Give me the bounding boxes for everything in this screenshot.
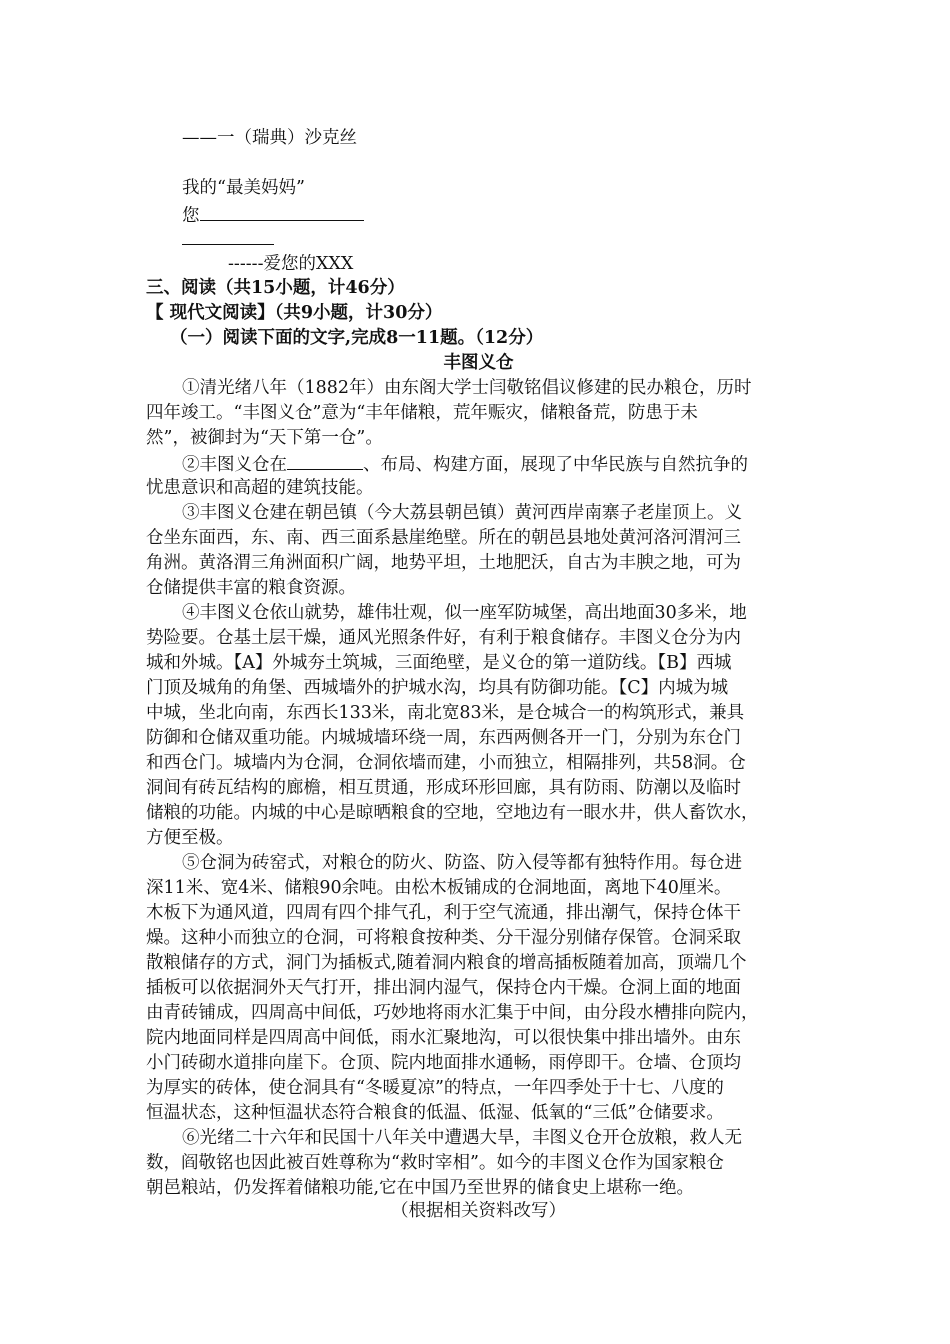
paragraph-line: 深11米、宽4米、储粮90余吨。由松木板铺成的仓洞地面，离地下40厘米。 <box>146 878 732 898</box>
article-title: 丰图义仓 <box>443 353 514 373</box>
paragraph-line: 和西仓门。城墙内为仓洞，仓洞依墙而建，小而独立，相隔排列，共58洞。仓 <box>146 753 746 773</box>
paragraph-line: 中城，坐北向南，东西长133米，南北宽83米，是仓城合一的构筑形式，兼具 <box>146 703 745 723</box>
paragraph-line: 燥。这种小而独立的仓洞，可将粮食按种类、分干湿分别储存保管。仓洞采取 <box>146 928 741 948</box>
paragraph-line: 院内地面同样是四周高中间低，雨水汇聚地沟，可以很快集中排出墙外。由东 <box>146 1028 741 1048</box>
paragraph-text: ②丰图义仓在 <box>182 455 287 475</box>
paragraph-line <box>182 451 847 478</box>
paragraph-line: 数，阎敬铭也因此被百姓尊称为“救时宰相”。如今的丰图义仓作为国家粮仓 <box>146 1153 724 1173</box>
fill-blank <box>200 202 364 221</box>
paragraph-line: ⑤仓洞为砖窑式，对粮仓的防火、防盗、防入侵等都有独特作用。每仓进 <box>182 853 742 873</box>
letter-blank-line <box>182 226 847 253</box>
paragraph-line: 门顶及城角的角堡、西城墙外的护城水沟，均具有防御功能。【C】内城为城 <box>146 678 729 698</box>
letter-line <box>182 202 847 229</box>
paragraph-line: ⑥光绪二十六年和民国十八年关中遭遇大旱，丰图义仓开仓放粮，救人无 <box>182 1128 742 1148</box>
letter-line-text: 您 <box>182 206 200 226</box>
paragraph-line: 角洲。黄洛渭三角洲面积广阔，地势平坦，土地肥沃，自古为丰腴之地，可为 <box>146 553 741 573</box>
instruction: （一）阅读下面的文字,完成8一11题。（12分） <box>170 328 544 348</box>
paragraph-line: 木板下为通风道，四周有四个排气孔，利于空气流通，排出潮气，保持仓体干 <box>146 903 741 923</box>
paragraph-line: 方便至极。 <box>146 828 234 848</box>
quote-author: ——一（瑞典）沙克丝 <box>182 128 357 148</box>
paragraph-line: 势险要。仓基土层干燥，通风光照条件好，有利于粮食储存。丰图义仓分为内 <box>146 628 741 648</box>
paragraph-line: 仓坐东面西，东、南、西三面系悬崖绝壁。所在的朝邑县地处黄河洛河渭河三 <box>146 528 741 548</box>
paragraph-line: 四年竣工。“丰图义仓”意为“丰年储粮，荒年赈灾，储粮备荒，防患于未 <box>146 403 698 423</box>
paragraph-line: ④丰图义仓依山就势，雄伟壮观，似一座军防城堡，高出地面30多米，地 <box>182 603 747 623</box>
fill-blank <box>182 226 274 245</box>
paragraph-line: 插板可以依据洞外天气打开，排出洞内湿气，保持仓内干燥。仓洞上面的地面 <box>146 978 741 998</box>
paragraph-line: 然”，被御封为“天下第一仓”。 <box>146 428 383 448</box>
source-note: （根据相关资料改写） <box>391 1201 566 1221</box>
letter-title: 我的“最美妈妈” <box>182 178 305 198</box>
paragraph-line: 仓储提供丰富的粮食资源。 <box>146 578 356 598</box>
paragraph-line: 忧患意识和高超的建筑技能。 <box>146 478 374 498</box>
letter-signature: ------爱您的XXX <box>228 254 354 274</box>
paragraph-line: ③丰图义仓建在朝邑镇（今大荔县朝邑镇）黄河西岸南寨子老崖顶上。义 <box>182 503 742 523</box>
paragraph-line: 洞间有砖瓦结构的廊檐，相互贯通，形成环形回廊，具有防雨、防潮以及临时 <box>146 778 741 798</box>
paragraph-line: 恒温状态，这种恒温状态符合粮食的低温、低湿、低氧的“三低”仓储要求。 <box>146 1103 724 1123</box>
paragraph-line: 小门砖砌水道排向崖下。仓顶、院内地面排水通畅，雨停即干。仓墙、仓顶均 <box>146 1053 741 1073</box>
paragraph-line: 城和外城。【A】外城夯土筑城，三面绝壁，是义仓的第一道防线。【B】西城 <box>146 653 732 673</box>
section-heading: 三、阅读（共15小题，计46分） <box>146 278 405 298</box>
paragraph-line: ①清光绪八年（1882年）由东阁大学士闫敬铭倡议修建的民办粮仓，历时 <box>182 378 752 398</box>
paragraph-line: 为厚实的砖体，使仓洞具有“冬暖夏凉”的特点，一年四季处于十七、八度的 <box>146 1078 724 1098</box>
paragraph-line: 储粮的功能。内城的中心是晾晒粮食的空地，空地边有一眼水井，供人畜饮水， <box>146 803 759 823</box>
paragraph-line: 由青砖铺成，四周高中间低，巧妙地将雨水汇集于中间，由分段水槽排向院内， <box>146 1003 759 1023</box>
sub-heading: 【 现代文阅读】（共9小题，计30分） <box>146 303 443 323</box>
paragraph-line: 散粮储存的方式，洞门为插板式,随着洞内粮食的增高插板随着加高，顶端几个 <box>146 953 747 973</box>
paragraph-line: 防御和仓储双重功能。内城城墙环绕一周，东西两侧各开一门，分别为东仓门 <box>146 728 741 748</box>
paragraph-text: 、布局、构建方面，展现了中华民族与自然抗争的 <box>363 455 748 475</box>
fill-blank <box>287 451 363 470</box>
paragraph-line: 朝邑粮站，仍发挥着储粮功能,它在中国乃至世界的储食史上堪称一绝。 <box>146 1178 695 1198</box>
